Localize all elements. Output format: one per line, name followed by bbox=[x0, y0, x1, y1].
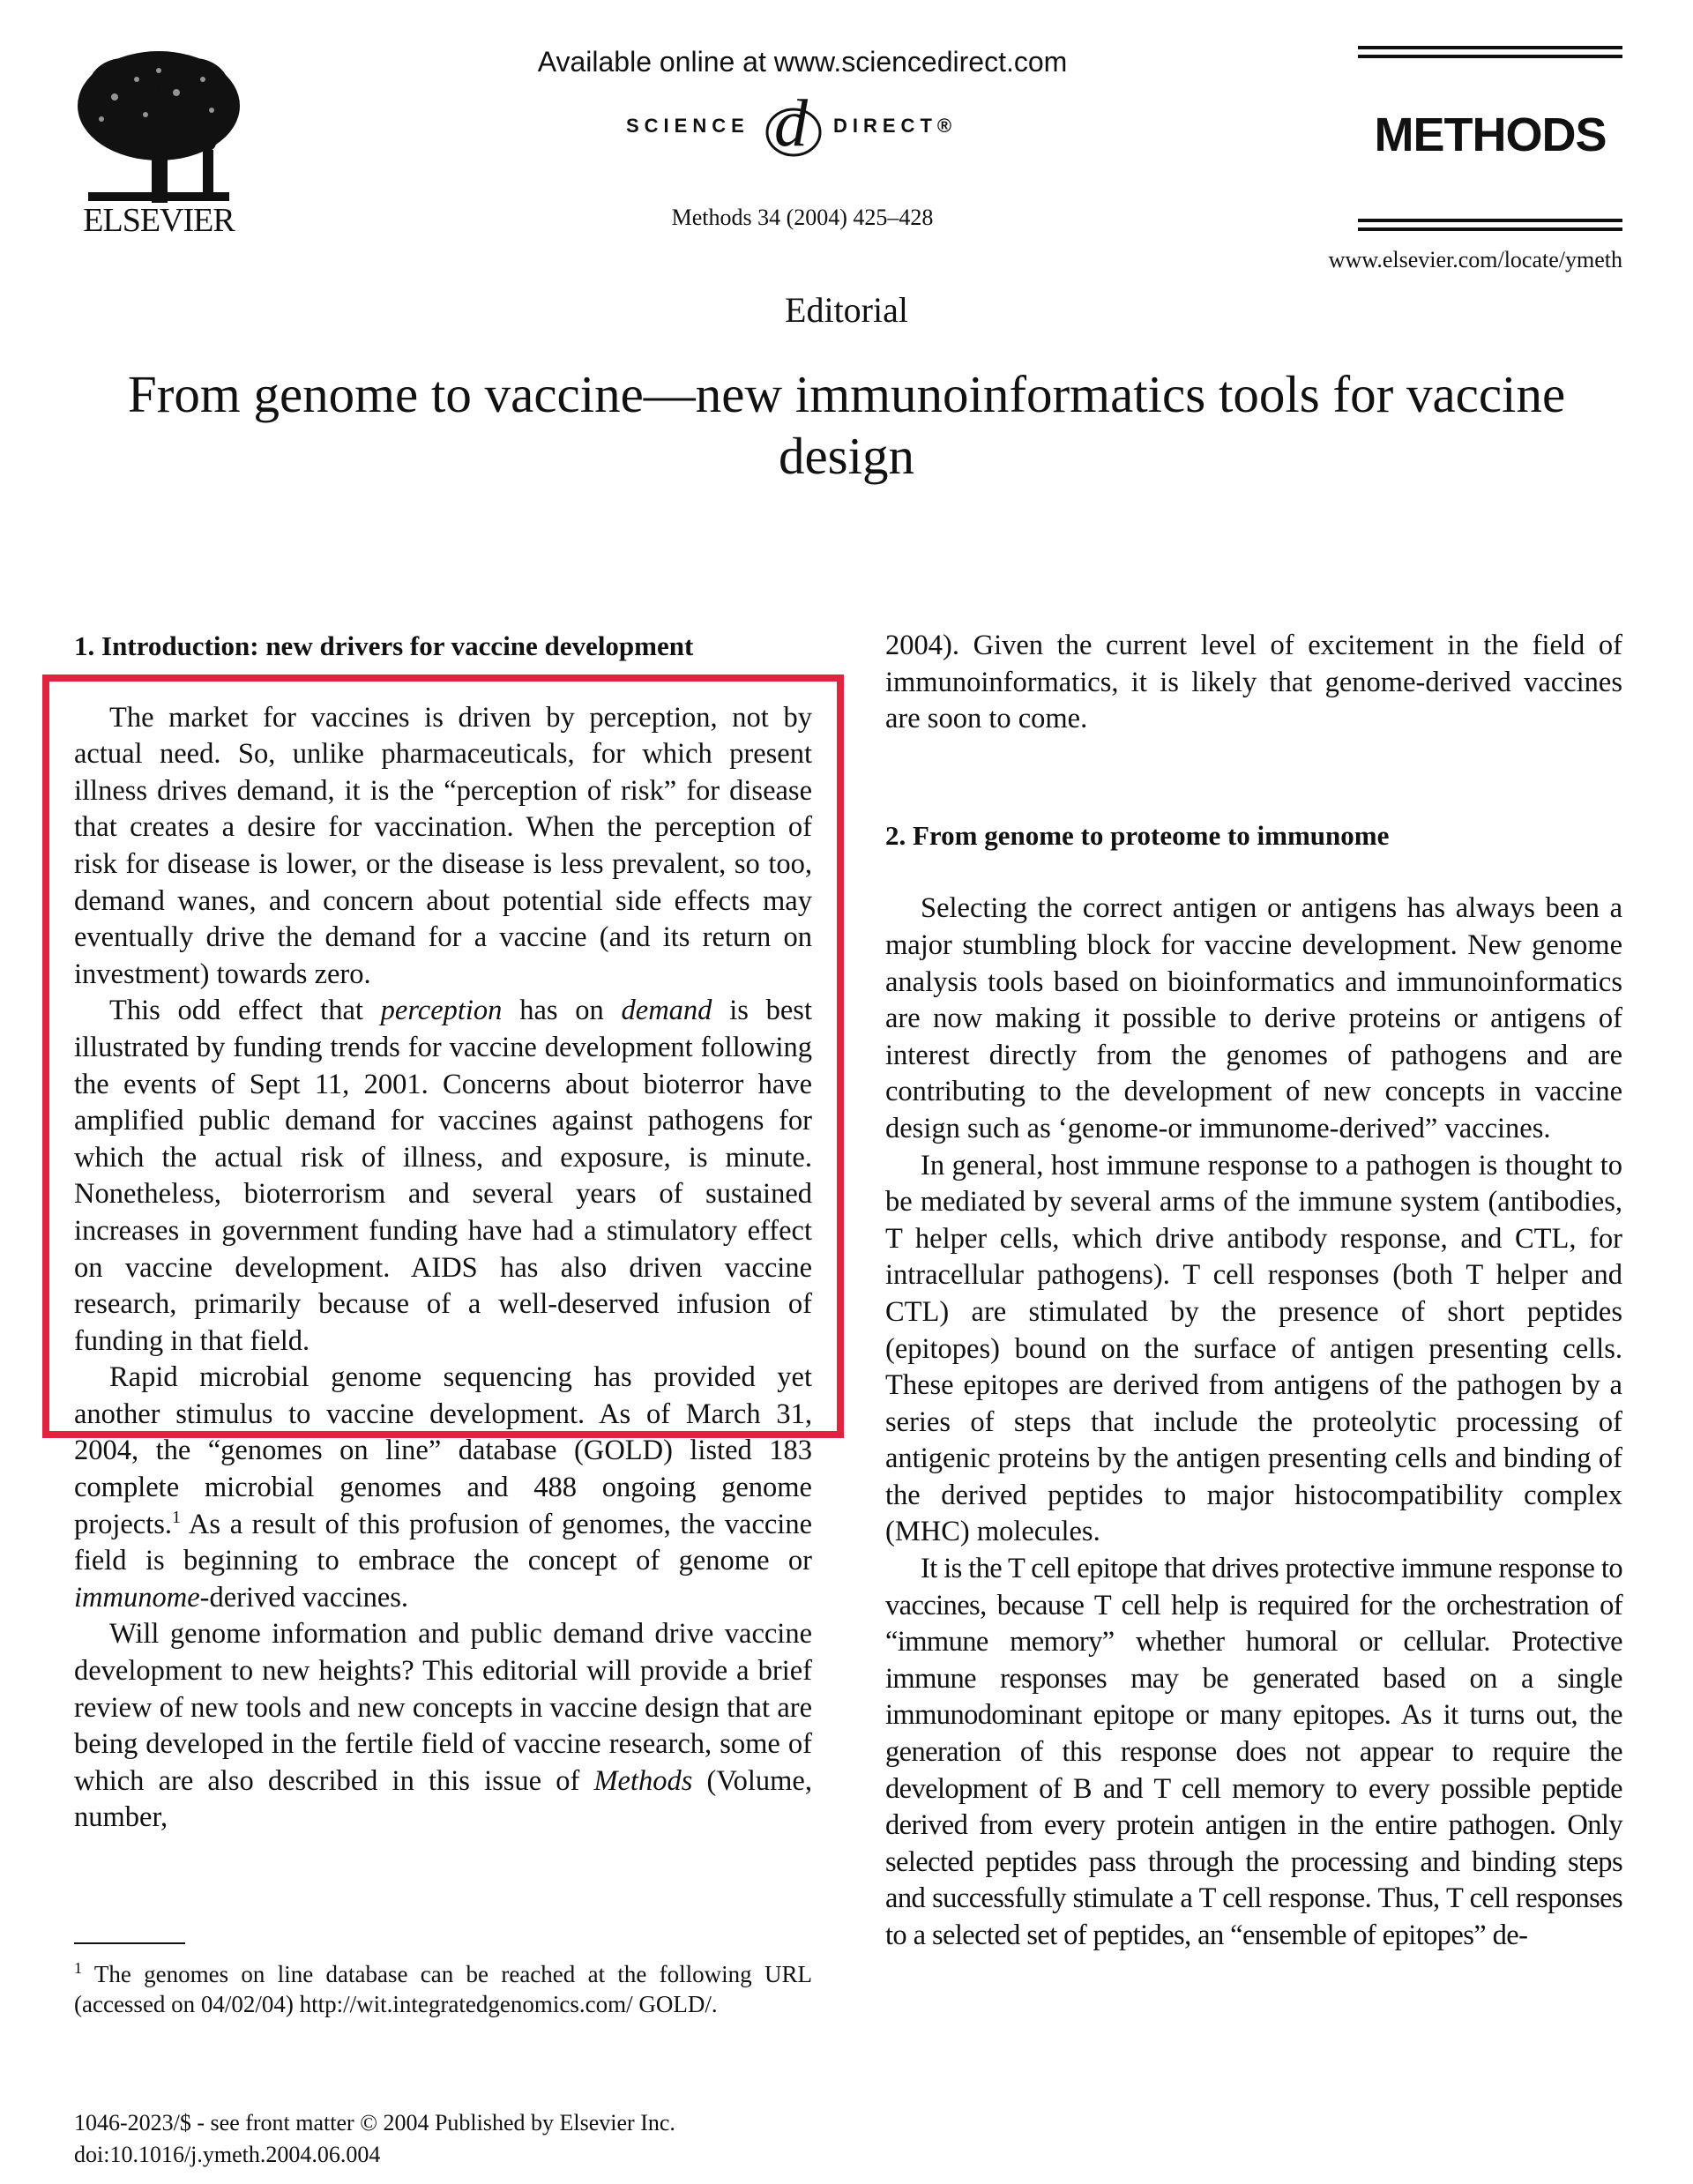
paragraph: This odd effect that perception has on demand is best illustrated by funding trends for vaccine development following the events of Sept 11, 2001. Concerns about bioterror have amplified public demand for vaccines against pathogens for which the actual risk of illness, and exposure, is minute. Nonetheless, bioterrorism and several years of sustained increases in government funding have had a stimulatory effect on vaccine development. AIDS has also driven vaccine research, primarily because of a well-deserved infusion of funding in that field. bbox=[74, 995, 812, 1357]
sciencedirect-right: DIRECT® bbox=[833, 115, 958, 137]
article-title: From genome to vaccine—new immunoinformatics tools for vaccine design bbox=[127, 365, 1566, 485]
sciencedirect-at-icon: d bbox=[774, 86, 808, 160]
paragraph: 2004). Given the current level of excitement in the field of immunoinformatics, it is likely that genome-derived vaccines are soon to come. bbox=[885, 630, 1622, 735]
footnote-ref: 1 bbox=[172, 1507, 182, 1527]
paragraph: In general, host immune response to a pathogen is thought to be mediated by several arms of the immune system (antibodies, T helper cells, which drive antibody response, and CTL, for intracellular pathogens). T cell responses (both T helper and CTL) are stimulated by the presence of short peptides (epitopes) bound on the surface of antigen presenting cells. These epitopes are derived from antigens of the pathogen by a series of steps that include the proteolytic processing of antigenic proteins by the antigen presenting cells and binding of the derived peptides to major histocompatibility complex (MHC) molecules. bbox=[885, 1149, 1622, 1548]
paragraph: The market for vaccines is driven by perception, not by actual need. So, unlike pharmaceuticals, for which present illness drives demand, it is the “perception of risk” for disease that creates a desire for vaccination. When the perception of risk for disease is lower, or the disease is less prevalent, so too, demand wanes, and concern about potential side effects may eventually drive the demand for a vaccine (and its return on investment) towards zero. bbox=[74, 701, 812, 990]
journal-url: www.elsevier.com/locate/ymeth bbox=[1328, 247, 1622, 272]
footnote-text: The genomes on line database can be reached at the following URL (accessed on 04/02/04) http://wit.integratedgenomics.com/ GOLD/. bbox=[74, 1961, 812, 2017]
masthead-rule bbox=[1358, 55, 1622, 58]
sciencedirect-left: SCIENCE bbox=[626, 115, 750, 137]
journal-name: METHODS bbox=[1374, 108, 1607, 161]
article-type: Editorial bbox=[785, 290, 908, 330]
footnote-marker: 1 bbox=[74, 1959, 82, 1977]
sciencedirect-logo bbox=[626, 86, 996, 166]
available-online-text: Available online at www.sciencedirect.com bbox=[537, 46, 1068, 78]
issn-line: 1046-2023/$ - see front matter © 2004 Published by Elsevier Inc. bbox=[74, 2110, 675, 2136]
paragraph: Will genome information and public demand drive vaccine development to new heights? This editorial will provide a brief review of new tools and new concepts in vaccine design that are being developed in the fertile field of vaccine research, some of which are also described in this issue of Methods (Volume, number, bbox=[74, 1618, 812, 1834]
footnote-rule bbox=[74, 1942, 185, 1944]
paragraph: Selecting the correct antigen or antigens has always been a major stumbling block for vaccine development. New genome analysis tools based on bioinformatics and immunoinformatics are now making it possible to derive proteins or antigens of interest directly from the genomes of pathogens and are contributing to the development of new concepts in vaccine design such as ‘genome-or immunome-derived” vaccines. bbox=[885, 892, 1622, 1144]
left-column bbox=[74, 628, 812, 1837]
publisher-name: ELSEVIER bbox=[83, 202, 235, 239]
masthead-rule bbox=[1358, 46, 1622, 49]
paragraph: Rapid microbial genome sequencing has provided yet another stimulus to vaccine development. As of March 31, 2004, the “genomes on line” database (GOLD) listed 183 complete microbial genomes and 488 ongoing genome projects.$^1$ As a result of this profusion of genomes, the vaccine field is beginning to embrace the concept of genome or immunome-derived vaccines. bbox=[74, 1361, 812, 1614]
journal-masthead bbox=[1358, 46, 1622, 240]
sciencedirect-ring-icon bbox=[758, 97, 829, 168]
paragraph: It is the T cell epitope that drives protective immune response to vaccines, because T cell help is required for the orchestration of “immune memory” whether humoral or cellular. Protective immune responses may be generated based on a single immunodominant epitope or many epitopes. As it turns out, the generation of this response does not appear to require the development of B and T cell memory to every possible peptide derived from every protein antigen in the entire pathogen. Only selected peptides pass through the processing and binding steps and successfully stimulate a T cell response. Thus, T cell responses to a selected set of peptides, an “ensemble of epitopes” de- bbox=[885, 1553, 1622, 1951]
section-heading: 2. From genome to proteome to immunome bbox=[885, 819, 1390, 851]
masthead-rule bbox=[1358, 219, 1622, 222]
doi-line: doi:10.1016/j.ymeth.2004.06.004 bbox=[74, 2142, 381, 2167]
journal-citation: Methods 34 (2004) 425–428 bbox=[671, 205, 934, 230]
masthead-rule bbox=[1358, 227, 1622, 231]
page-footer bbox=[74, 2107, 812, 2171]
footnote bbox=[74, 1959, 812, 2019]
right-column bbox=[885, 628, 1622, 1955]
section-heading: 1. Introduction: new drivers for vaccine development bbox=[74, 630, 694, 661]
